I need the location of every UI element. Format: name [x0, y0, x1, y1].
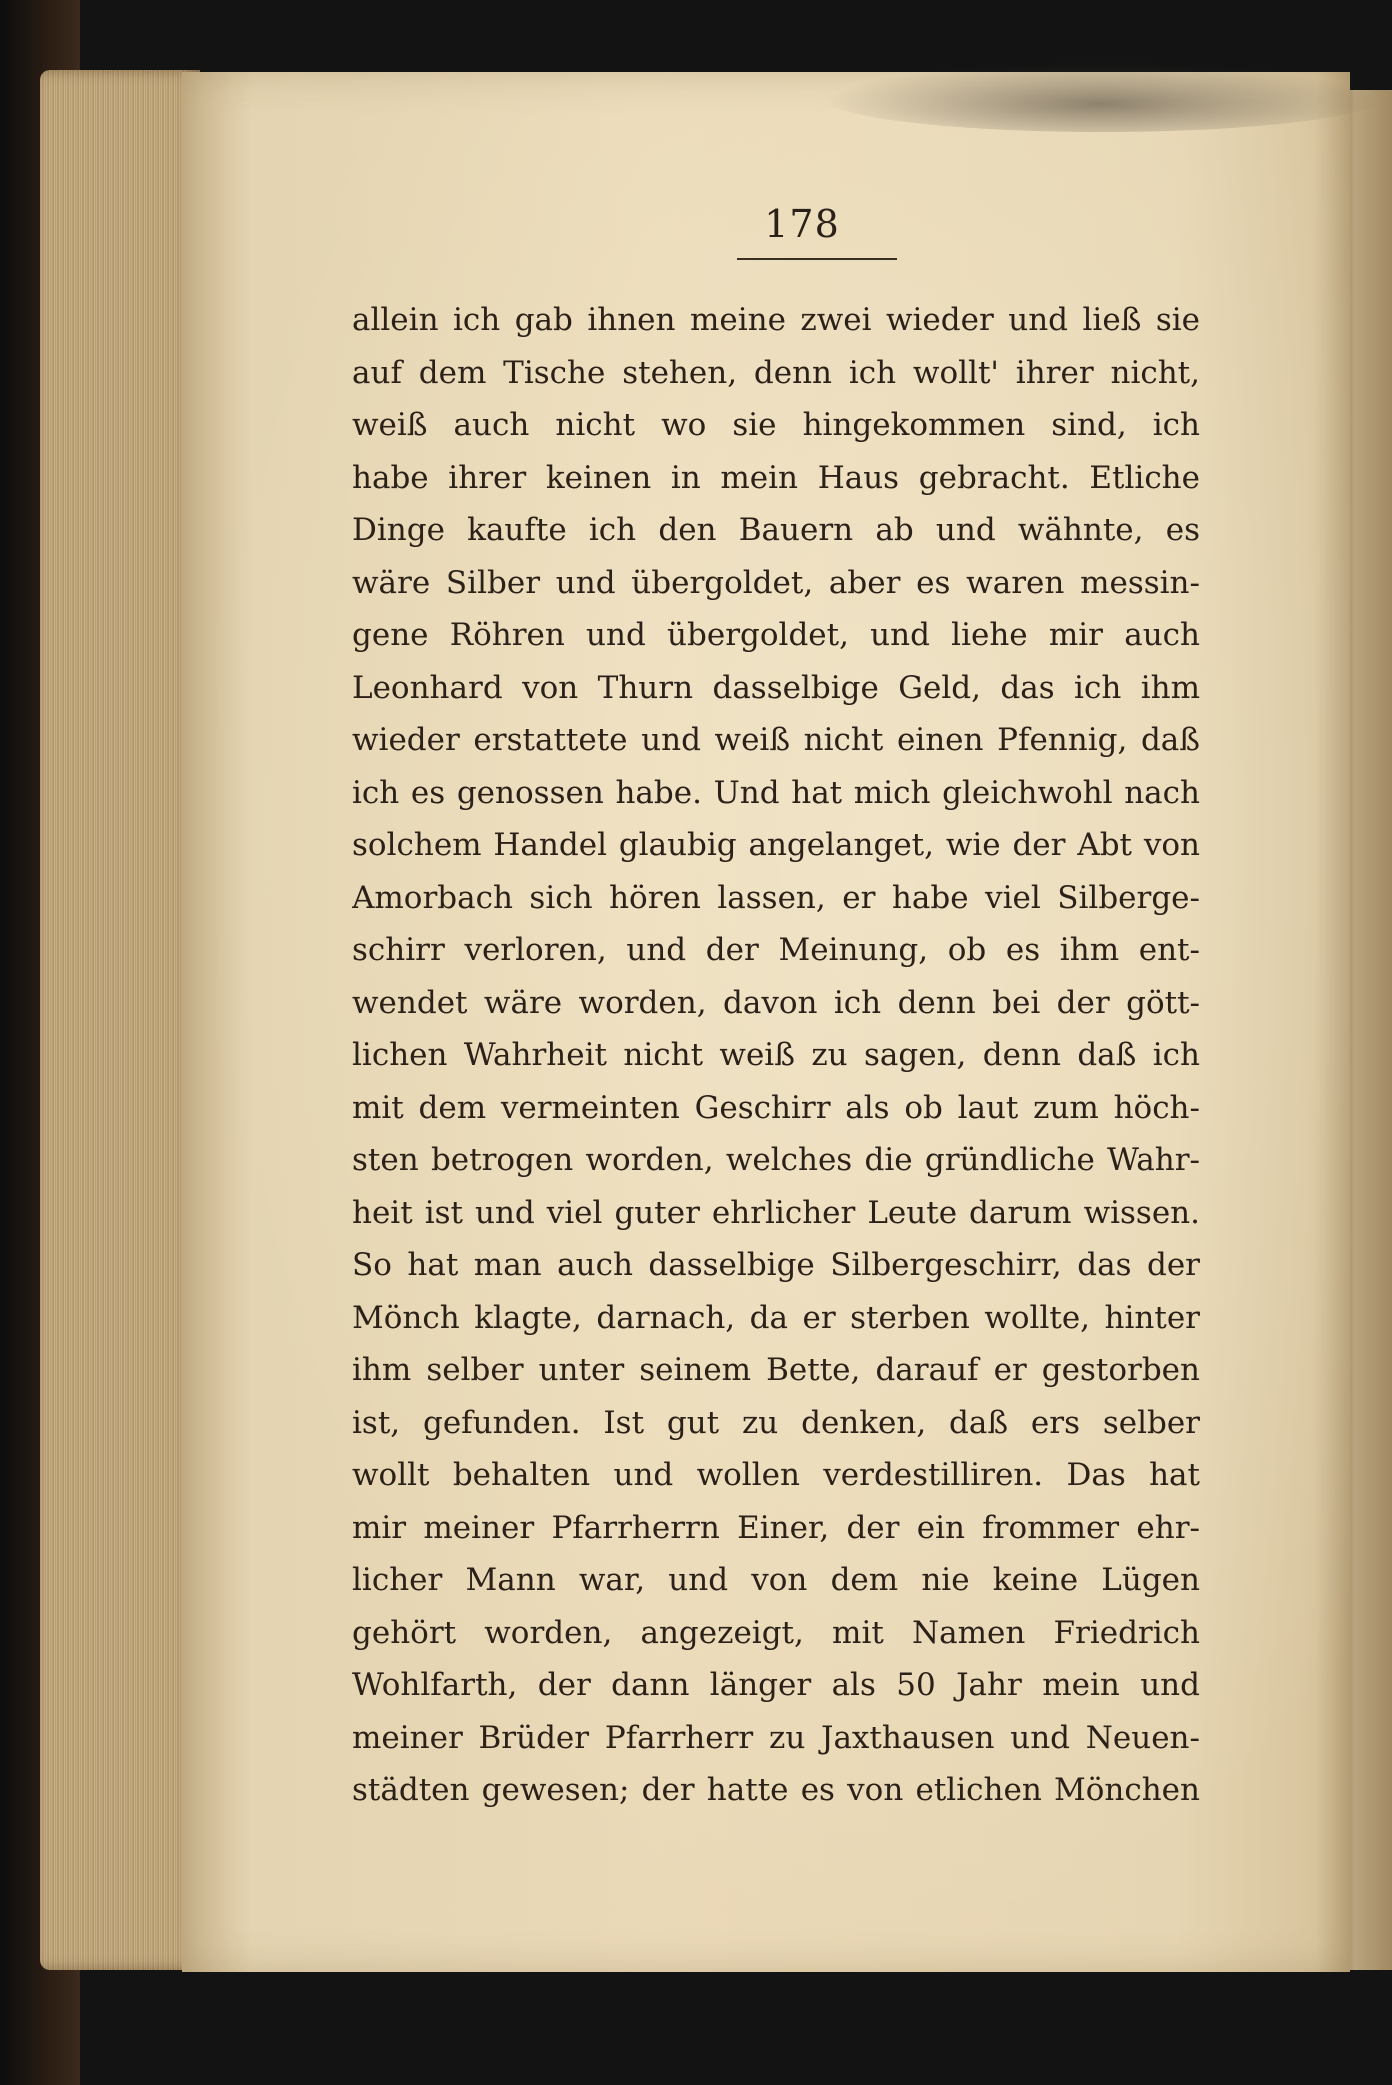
- text-line: städten gewesen; der hatte es von etlichen Mönchen: [352, 1772, 1200, 1808]
- text-line: mit dem vermeinten Geschirr als ob laut zum höch-: [352, 1089, 1200, 1126]
- text-line: wendet wäre worden, davon ich denn bei der gött-: [352, 984, 1200, 1021]
- text-line: Amorbach sich hören lassen, er habe viel Silberge-: [352, 879, 1200, 916]
- book-page: [182, 72, 1350, 1972]
- page-number: 178: [764, 202, 840, 246]
- text-line: Wohlfarth, der dann länger als 50 Jahr mein und: [352, 1667, 1200, 1703]
- text-line: licher Mann war, und von dem nie keine Lügen: [352, 1562, 1200, 1598]
- text-line: gehört worden, angezeigt, mit Namen Friedrich: [352, 1614, 1200, 1651]
- text-line: weiß auch nicht wo sie hingekommen sind, ich: [352, 407, 1200, 443]
- text-line: mir meiner Pfarrherrn Einer, der ein frommer ehr-: [352, 1509, 1200, 1546]
- text-line: gene Röhren und übergoldet, und liehe mir auch: [352, 617, 1200, 653]
- body-text: [352, 294, 1200, 1817]
- text-line: lichen Wahrheit nicht weiß zu sagen, denn daß ich: [352, 1037, 1200, 1073]
- page-edges: [40, 70, 200, 1970]
- text-line: wieder erstattete und weiß nicht einen Pfennig, daß: [352, 722, 1200, 758]
- text-line: habe ihrer keinen in mein Haus gebracht. Etliche: [352, 459, 1200, 496]
- text-line: So hat man auch dasselbige Silbergeschirr, das der: [352, 1247, 1200, 1283]
- text-line: allein ich gab ihnen meine zwei wieder und ließ sie: [352, 302, 1200, 338]
- text-line: wollt behalten und wollen verdestilliren. Das hat: [352, 1457, 1200, 1493]
- text-line: Mönch klagte, darnach, da er sterben wollte, hinter: [352, 1299, 1200, 1336]
- text-line: ist, gefunden. Ist gut zu denken, daß ers selber: [352, 1404, 1200, 1441]
- text-line: wäre Silber und übergoldet, aber es waren messin-: [352, 564, 1200, 601]
- text-line: Dinge kaufte ich den Bauern ab und wähnte, es: [352, 512, 1200, 548]
- text-line: meiner Brüder Pfarrherr zu Jaxthausen und Neuen-: [352, 1719, 1200, 1756]
- text-line: schirr verloren, und der Meinung, ob es ihm ent-: [352, 932, 1200, 968]
- text-line: ihm selber unter seinem Bette, darauf er gestorben: [352, 1352, 1200, 1388]
- text-line: ich es genossen habe. Und hat mich gleichwohl nach: [352, 774, 1200, 811]
- text-line: solchem Handel glaubig angelanget, wie der Abt von: [352, 827, 1200, 863]
- text-line: heit ist und viel guter ehrlicher Leute darum wissen.: [352, 1194, 1200, 1231]
- water-stain: [822, 62, 1382, 132]
- text-line: auf dem Tische stehen, denn ich wollt' ihrer nicht,: [352, 354, 1200, 391]
- text-line: sten betrogen worden, welches die gründliche Wahr-: [352, 1142, 1200, 1178]
- page-number-rule: [737, 258, 897, 260]
- text-line: Leonhard von Thurn dasselbige Geld, das ich ihm: [352, 669, 1200, 706]
